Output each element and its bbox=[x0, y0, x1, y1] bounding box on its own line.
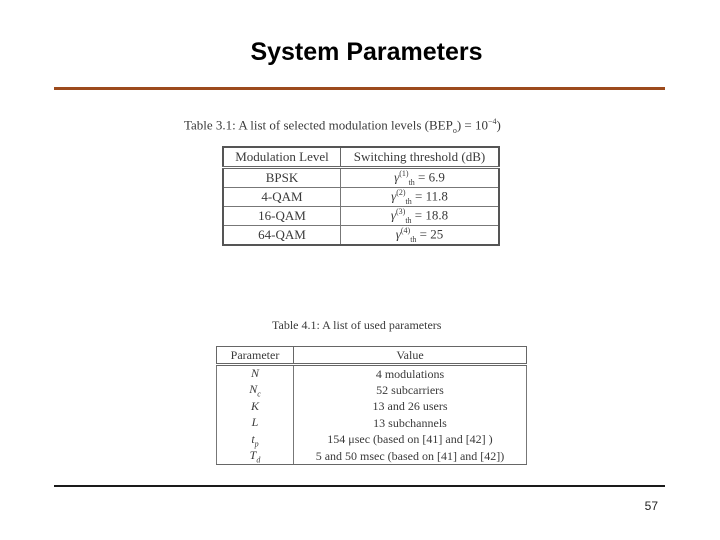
table-header-row bbox=[223, 147, 499, 168]
threshold-superscript: (4) bbox=[400, 226, 411, 236]
value-cell: 52 subcarriers bbox=[294, 382, 527, 398]
table1-caption-end: ) bbox=[496, 117, 501, 133]
table1-caption-sub: o bbox=[452, 125, 457, 135]
threshold-value: = 11.8 bbox=[411, 188, 448, 204]
column-header: Value bbox=[294, 347, 527, 365]
table1-caption bbox=[184, 117, 501, 135]
value-cell: 13 and 26 users bbox=[294, 399, 527, 415]
parameter-symbol: t bbox=[251, 431, 255, 446]
parameter-cell bbox=[217, 365, 294, 383]
table-row bbox=[217, 365, 527, 383]
threshold-symbol: γ bbox=[394, 169, 400, 185]
table-row bbox=[223, 168, 499, 188]
parameter-symbol: N bbox=[250, 366, 259, 380]
threshold-subscript: th bbox=[408, 177, 415, 187]
value-cell: 5 and 50 msec (based on [41] and [42]) bbox=[294, 448, 527, 465]
slide-title: System Parameters bbox=[250, 38, 483, 66]
threshold-cell bbox=[341, 207, 500, 226]
threshold-superscript: (3) bbox=[395, 207, 406, 217]
threshold-symbol: γ bbox=[391, 188, 397, 204]
modulation-level-cell: 16-QAM bbox=[223, 207, 341, 226]
page-number: 57 bbox=[644, 499, 658, 513]
modulation-level-cell: 4-QAM bbox=[223, 188, 341, 207]
modulation-levels-table bbox=[222, 146, 500, 246]
table1-caption-mid: ) = 10 bbox=[456, 117, 488, 133]
value-cell: 154 μsec (based on [41] and [42] ) bbox=[294, 432, 527, 448]
parameter-symbol: L bbox=[251, 415, 259, 430]
parameter-cell bbox=[217, 399, 294, 415]
threshold-cell bbox=[341, 226, 500, 246]
threshold-superscript: (2) bbox=[396, 188, 406, 198]
value-cell: 13 subchannels bbox=[294, 415, 527, 431]
threshold-cell bbox=[341, 188, 500, 207]
threshold-value: = 18.8 bbox=[411, 207, 449, 223]
table-row bbox=[223, 226, 499, 246]
table2-caption: Table 4.1: A list of used parameters bbox=[272, 318, 442, 332]
parameter-cell bbox=[217, 382, 294, 398]
parameter-cell bbox=[217, 448, 294, 465]
table-row bbox=[217, 432, 527, 448]
table-row bbox=[217, 399, 527, 415]
modulation-level-cell: 64-QAM bbox=[223, 226, 341, 246]
parameter-cell bbox=[217, 415, 294, 431]
threshold-subscript: th bbox=[410, 234, 417, 244]
title-divider bbox=[54, 87, 665, 90]
parameter-symbol: K bbox=[250, 398, 259, 413]
threshold-superscript: (1) bbox=[399, 169, 409, 179]
threshold-subscript: th bbox=[405, 215, 412, 225]
table-row bbox=[217, 448, 527, 465]
table-row bbox=[223, 188, 499, 207]
parameter-subscript: p bbox=[254, 438, 259, 448]
column-header: Switching threshold (dB) bbox=[341, 147, 500, 168]
table-row bbox=[223, 207, 499, 226]
modulation-level-cell: BPSK bbox=[223, 168, 341, 188]
parameter-cell bbox=[217, 432, 294, 448]
table-row bbox=[217, 382, 527, 398]
value-cell: 4 modulations bbox=[294, 365, 527, 383]
column-header: Parameter bbox=[217, 347, 294, 365]
threshold-value: = 6.9 bbox=[414, 169, 445, 185]
threshold-symbol: γ bbox=[390, 207, 396, 223]
parameter-symbol: T bbox=[249, 447, 257, 462]
parameters-table bbox=[216, 346, 527, 465]
parameter-subscript: d bbox=[256, 455, 261, 465]
table-header-row bbox=[217, 347, 527, 365]
threshold-cell bbox=[341, 168, 500, 188]
footer-divider bbox=[54, 485, 665, 487]
threshold-value: = 25 bbox=[416, 226, 444, 242]
table-row bbox=[217, 415, 527, 431]
table1-caption-sup: −4 bbox=[487, 117, 497, 126]
table1-caption-main: Table 3.1: A list of selected modulation levels (BEP bbox=[184, 117, 453, 133]
parameter-subscript: c bbox=[257, 389, 261, 399]
threshold-subscript: th bbox=[405, 196, 412, 206]
parameter-symbol: N bbox=[249, 382, 258, 397]
threshold-symbol: γ bbox=[395, 226, 401, 242]
column-header: Modulation Level bbox=[223, 147, 341, 168]
